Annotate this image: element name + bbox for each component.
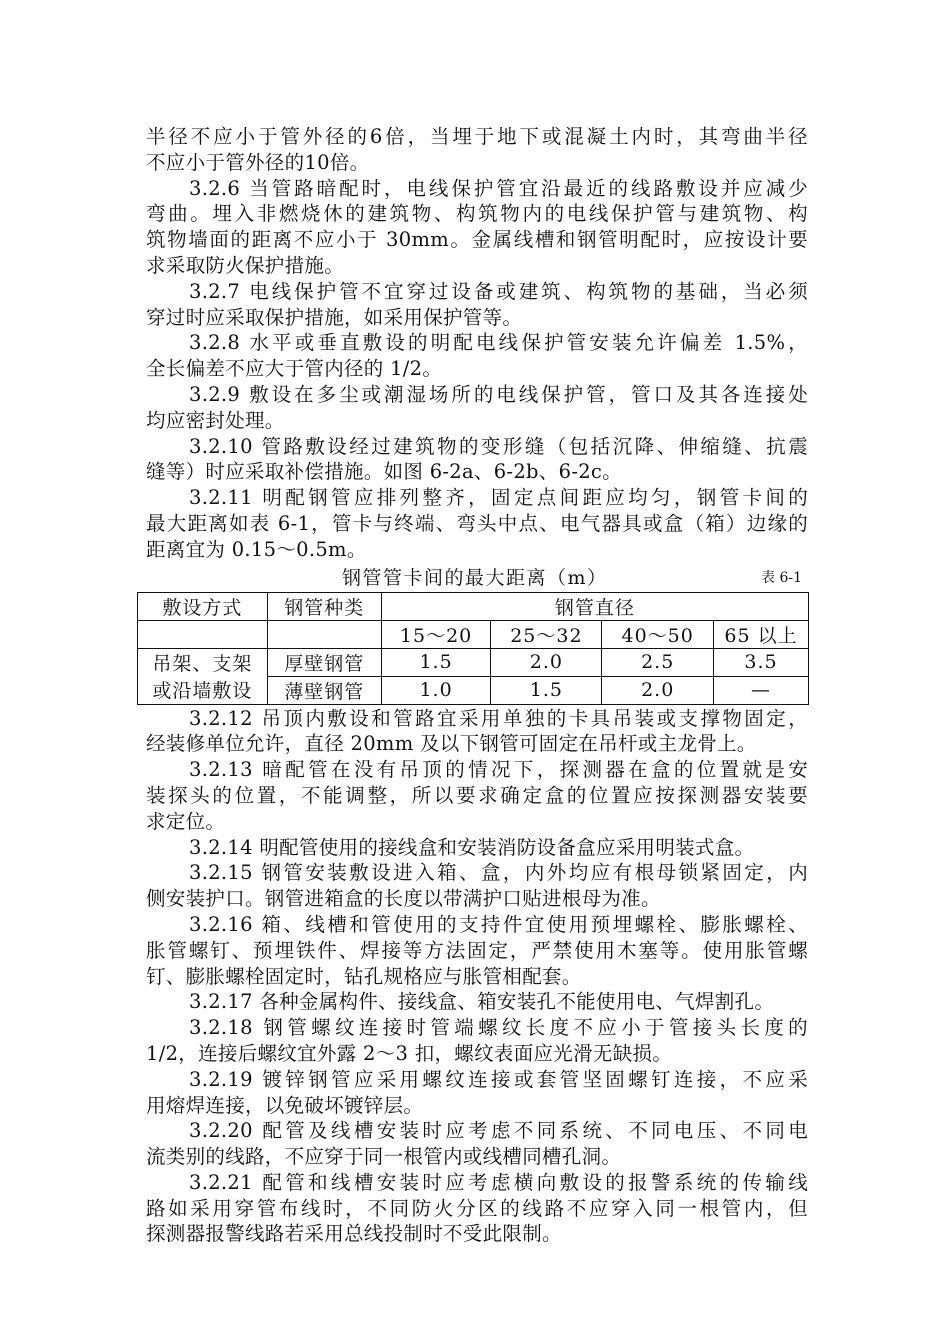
text-line: 求采取防火保护措施。 <box>146 253 345 277</box>
text-line: 3.2.17 各种金属构件、接线盒、箱安装孔不能使用电、气焊割孔。 <box>189 990 775 1014</box>
table-caption-row <box>146 564 808 592</box>
text-line: 3.2.16 箱、线槽和管使用的支持件宜使用预埋螺栓、膨胀螺栓、 <box>189 912 808 936</box>
text-line: 用熔焊连接，以免破坏镀锌层。 <box>146 1093 424 1117</box>
text-line: 求定位。 <box>146 809 226 833</box>
clause-3-2-15 <box>146 860 808 912</box>
value-cell: 1.5 <box>381 648 491 676</box>
text-line: 经装修单位允许，直径 20mm 及以下钢管可固定在吊杆或主龙骨上。 <box>146 732 757 756</box>
pipe-type-cell: 厚壁钢管 <box>267 648 381 676</box>
header-method: 敷设方式 <box>138 592 268 620</box>
clause-3-2-19 <box>146 1067 808 1119</box>
text-line: 3.2.10 管路敷设经过建筑物的变形缝（包括沉降、伸缩缝、抗震 <box>189 434 808 458</box>
text-line: 半径不应小于管外径的6倍，当埋于地下或混凝土内时，其弯曲半径 <box>146 125 808 148</box>
text-line: 装探头的位置，不能调整，所以要求确定盒的位置应按探测器安装要 <box>146 783 808 807</box>
method-cell-line2: 或沿墙敷设 <box>138 676 268 704</box>
text-line: 探测器报警线路若采用总线投制时不受此限制。 <box>146 1222 562 1246</box>
clause-3-2-20 <box>146 1118 808 1170</box>
clause-3-2-9 <box>146 382 808 434</box>
text-line: 3.2.8 水平或垂直敷设的明配电线保护管安装允许偏差 1.5%， <box>189 331 808 355</box>
table-caption: 钢管管卡间的最大距离（m） <box>342 566 608 589</box>
value-cell: 1.0 <box>381 676 491 704</box>
table-row <box>138 676 809 704</box>
table-number: 表 6-1 <box>761 569 802 586</box>
empty-cell <box>138 620 268 648</box>
text-line: 最大距离如表 6-1，管卡与终端、弯头中点、电气器具或盒（箱）边缘的 <box>146 511 808 535</box>
text-line: 3.2.18 钢管螺纹连接时管端螺纹长度不应小于管接头长度的 <box>189 1016 808 1040</box>
value-cell: — <box>714 676 809 704</box>
pipe-type-cell: 薄壁钢管 <box>267 676 381 704</box>
text-line: 筑物墙面的距离不应小于 30mm。金属线槽和钢管明配时，应按设计要 <box>146 228 808 252</box>
intro-paragraph <box>146 124 808 176</box>
method-cell-line1: 吊架、支架 <box>138 648 268 676</box>
clause-3-2-8 <box>146 330 808 382</box>
clause-3-2-21 <box>146 1170 808 1247</box>
clause-3-2-12 <box>146 706 808 758</box>
text-line: 流类别的线路，不应穿于同一根管内或线槽同槽孔洞。 <box>146 1145 622 1169</box>
value-cell: 1.5 <box>491 676 602 704</box>
clause-3-2-16 <box>146 912 808 989</box>
header-diameter: 钢管直径 <box>381 592 808 620</box>
table-header-row <box>138 592 809 620</box>
clause-3-2-10 <box>146 434 808 486</box>
clause-3-2-13 <box>146 757 808 834</box>
header-pipe-type: 钢管种类 <box>267 592 381 620</box>
text-line: 不应小于管外径的10倍。 <box>146 150 370 174</box>
table-row <box>138 648 809 676</box>
text-line: 1/2，连接后螺纹宜外露 2～3 扣，螺纹表面应光滑无缺损。 <box>146 1041 673 1065</box>
empty-cell <box>267 620 381 648</box>
document-page <box>146 124 808 1247</box>
value-cell: 2.0 <box>602 676 714 704</box>
text-line: 3.2.11 明配钢管应排列整齐，固定点间距应均匀，钢管卡间的 <box>189 486 808 510</box>
text-line: 3.2.9 敷设在多尘或潮湿场所的电线保护管，管口及其各连接处 <box>189 382 808 406</box>
text-line: 缝等）时应采取补偿措施。如图 6-2a、6-2b、6-2c。 <box>146 460 622 484</box>
value-cell: 2.5 <box>602 648 714 676</box>
text-line: 弯曲。埋入非燃烧休的建筑物、构筑物内的电线保护管与建筑物、构 <box>146 202 808 226</box>
text-line: 3.2.7 电线保护管不宜穿过设备或建筑、构筑物的基础，当必须 <box>189 279 808 303</box>
clause-3-2-11 <box>146 485 808 562</box>
spacing-table <box>137 592 809 705</box>
text-line: 3.2.21 配管和线槽安装时应考虑横向敷设的报警系统的传输线 <box>189 1170 808 1194</box>
clause-3-2-18 <box>146 1015 808 1067</box>
text-line: 钉、膨胀螺栓固定时，钻孔规格应与胀管相配套。 <box>146 964 582 988</box>
text-line: 均应密封处理。 <box>146 408 285 432</box>
value-cell: 2.0 <box>491 648 602 676</box>
text-line: 3.2.19 镀锌钢管应采用螺纹连接或套管坚固螺钉连接，不应采 <box>189 1067 808 1091</box>
text-line: 3.2.15 钢管安装敷设进入箱、盒，内外均应有根母锁紧固定，内 <box>189 861 808 885</box>
table-subheader-row <box>138 620 809 648</box>
text-line: 胀管螺钉、预埋铁件、焊接等方法固定，严禁使用木塞等。使用胀管螺 <box>146 938 808 962</box>
clause-3-2-17 <box>146 989 808 1015</box>
diameter-range: 15～20 <box>381 620 491 648</box>
clause-3-2-6 <box>146 176 808 279</box>
text-line: 3.2.20 配管及线槽安装时应考虑不同系统、不同电压、不同电 <box>189 1119 808 1143</box>
text-line: 距离宜为 0.15～0.5m。 <box>146 537 367 561</box>
text-line: 侧安装护口。钢管进箱盒的长度以带满护口贴进根母为准。 <box>146 887 661 911</box>
text-line: 全长偏差不应大于管内径的 1/2。 <box>146 357 443 381</box>
text-line: 3.2.13 暗配管在没有吊顶的情况下，探测器在盒的位置就是安 <box>189 758 808 782</box>
text-line: 穿过时应采取保护措施，如采用保护管等。 <box>146 305 523 329</box>
diameter-range: 40～50 <box>602 620 714 648</box>
clause-3-2-7 <box>146 279 808 331</box>
clause-3-2-14 <box>146 835 808 861</box>
text-line: 3.2.12 吊顶内敷设和管路宜采用单独的卡具吊装或支撑物固定， <box>189 706 808 730</box>
text-line: 路如采用穿管布线时，不同防火分区的线路不应穿入同一根管内，但 <box>146 1196 808 1220</box>
diameter-range: 65 以上 <box>714 620 809 648</box>
text-line: 3.2.6 当管路暗配时，电线保护管宜沿最近的线路敷设并应减少 <box>189 176 808 200</box>
diameter-range: 25～32 <box>491 620 602 648</box>
text-line: 3.2.14 明配管使用的接线盒和安装消防设备盒应采用明装式盒。 <box>189 835 755 859</box>
value-cell: 3.5 <box>714 648 809 676</box>
